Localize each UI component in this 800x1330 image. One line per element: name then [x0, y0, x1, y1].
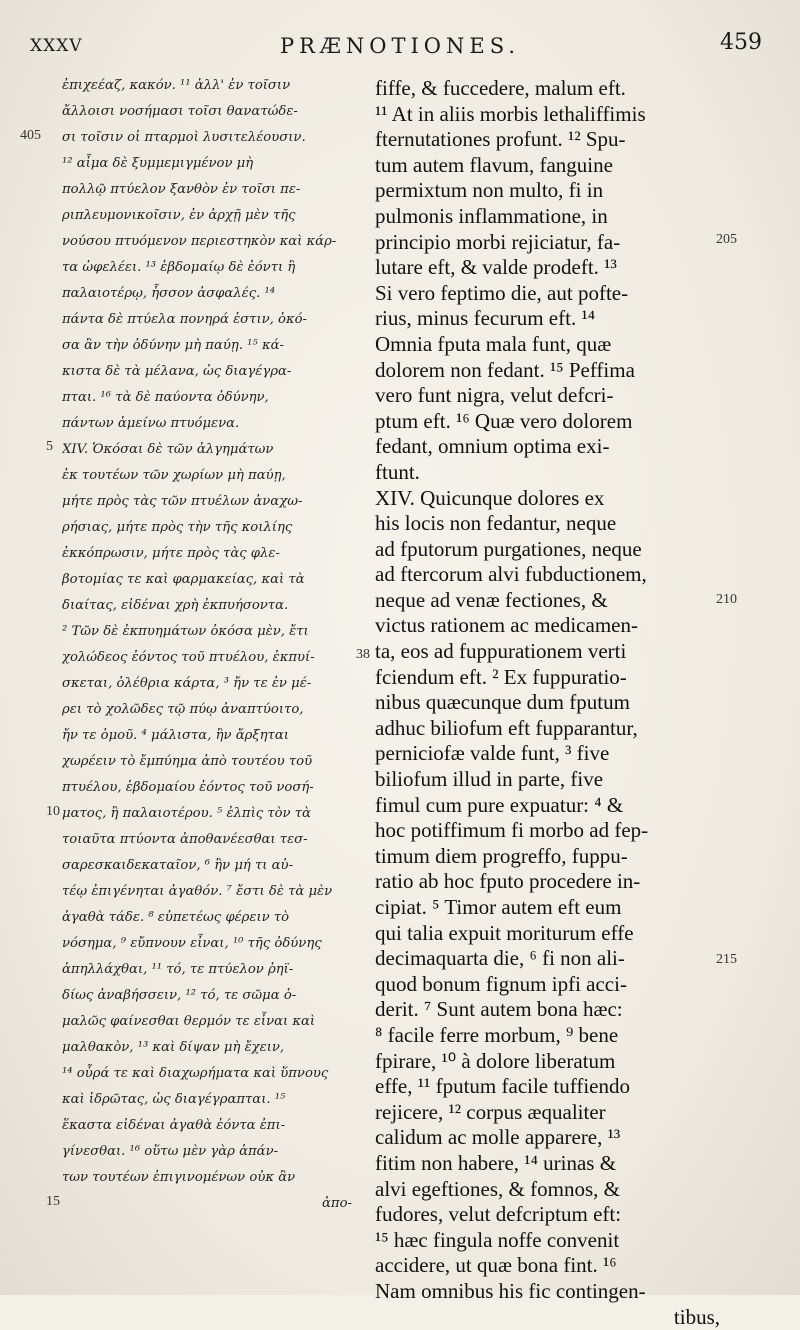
greek-text-line: κιστα δὲ τὰ μέλανα, ὡς διαγέγρα- — [62, 359, 372, 385]
running-title: PRÆNOTIONES. — [30, 34, 770, 58]
greek-text-line: πται. ¹⁶ τὰ δὲ παύοντα ὀδύνην, — [62, 385, 372, 411]
latin-text-line: ratio ab hoc fputo procedere in- — [375, 869, 720, 895]
greek-text-line: σκεται, ὀλέθρια κάρτα, ³ ἤν τε ἐν μέ- — [62, 671, 372, 697]
greek-text-line: καὶ ἱδρῶτας, ὡς διαγέγραπται. ¹⁵ — [62, 1087, 372, 1113]
greek-text-line: ἐπιχεέαζ, κακόν. ¹¹ ἀλλ' ἐν τοῖσιν — [62, 73, 372, 99]
greek-text-line: χολώδεος ἐόντος τοῦ πτυέλου, ἐκπυί- — [62, 645, 372, 671]
margin-line-number-5: 5 — [46, 439, 53, 455]
greek-text-line: πάντων ἀμείνω πτυόμενα. — [62, 411, 372, 437]
margin-line-number-405: 405 — [20, 128, 41, 144]
greek-text-line: ἤν τε ὁμοῦ. ⁴ μάλιστα, ἢν ἄρξηται — [62, 723, 372, 749]
latin-text-line: effe, ¹¹ fputum facile tuffiendo — [375, 1074, 720, 1100]
latin-text-line: perniciofæ valde funt, ³ five — [375, 741, 720, 767]
latin-text-line: fudores, velut defcriptum eft: — [375, 1202, 720, 1228]
greek-text-line: ριπλευμονικοῖσιν, ἐν ἀρχῇ μὲν τῆς — [62, 203, 372, 229]
margin-line-number-210: 210 — [716, 592, 737, 608]
greek-text-line: ρει τὸ χολῶδες τῷ πύῳ ἀναπτύοιτο, — [62, 697, 372, 723]
margin-line-number-15: 15 — [46, 1194, 60, 1210]
latin-text-line: quod bonum fignum ipfi acci- — [375, 972, 720, 998]
section-numeral: XXXV — [30, 36, 83, 56]
margin-line-number-38: 38 — [356, 647, 370, 663]
latin-text-line: nibus quæcunque dum fputum — [375, 690, 720, 716]
greek-text-line: ἄλλοισι νοσήμασι τοῖσι θανατώδε- — [62, 99, 372, 125]
greek-text-line: πάντα δὲ πτύελα πονηρά ἐστιν, ὁκό- — [62, 307, 372, 333]
greek-text-line: XIV. Ὁκόσαι δὲ τῶν ἀλγημάτων — [62, 437, 372, 463]
margin-line-number-10: 10 — [46, 804, 60, 820]
latin-text-line: Nam omnibus his fic contingen- — [375, 1279, 720, 1305]
latin-text-line: permixtum non multo, fi in — [375, 178, 720, 204]
latin-text-line: Omnia fputa mala funt, quæ — [375, 332, 720, 358]
greek-text-line: τέῳ ἐπιγένηται ἀγαθόν. ⁷ ἔστι δὲ τὰ μὲν — [62, 879, 372, 905]
latin-text-line: fimul cum pure expuatur: ⁴ & — [375, 793, 720, 819]
greek-text-line: μήτε πρὸς τὰς τῶν πτυέλων ἀναχω- — [62, 489, 372, 515]
latin-text-line: vero funt nigra, velut defcri- — [375, 383, 720, 409]
latin-text-line: neque ad venæ fectiones, & — [375, 588, 720, 614]
latin-text-line: calidum ac molle apparere, ¹³ — [375, 1125, 720, 1151]
latin-text-line: ptum eft. ¹⁶ Quæ vero dolorem — [375, 409, 720, 435]
latin-text-line: ta, eos ad fuppurationem verti — [375, 639, 720, 665]
greek-text-line: σι τοῖσιν οἱ πταρμοὶ λυσιτελέουσιν. — [62, 125, 372, 151]
latin-text-line: tibus, — [375, 1305, 720, 1330]
latin-text-line: ¹¹ At in aliis morbis lethaliffimis — [375, 102, 720, 128]
greek-text-line: μαλῶς φαίνεσθαι θερμόν τε εἶναι καὶ — [62, 1009, 372, 1035]
latin-text-line: fpirare, ¹⁰ à dolore liberatum — [375, 1049, 720, 1075]
margin-line-number-215: 215 — [716, 952, 737, 968]
latin-text-line: ¹⁵ hæc fingula noffe convenit — [375, 1228, 720, 1254]
latin-text-line: ad ftercorum alvi fubductionem, — [375, 562, 720, 588]
greek-text-line: των τουτέων ἐπιγινομένων οὐκ ἂν — [62, 1165, 372, 1191]
latin-text-line: timum diem progreffo, fuppu- — [375, 844, 720, 870]
greek-text-line: σα ἂν τὴν ὀδύνην μὴ παύῃ. ¹⁵ κά- — [62, 333, 372, 359]
greek-text-line: τοιαῦτα πτύοντα ἀποθανέεσθαι τεσ- — [62, 827, 372, 853]
latin-text-line: fternutationes profunt. ¹² Spu- — [375, 127, 720, 153]
latin-text-line: tum autem flavum, fanguine — [375, 153, 720, 179]
latin-text-line: hoc potiffimum fi morbo ad fep- — [375, 818, 720, 844]
latin-text-line: alvi egeftiones, & fomnos, & — [375, 1177, 720, 1203]
latin-text-line: lutare eft, & valde prodeft. ¹³ — [375, 255, 720, 281]
greek-text-line: ἀγαθὰ τάδε. ⁸ εὐπετέως φέρειν τὸ — [62, 905, 372, 931]
latin-text-line: fiffe, & fuccedere, malum eft. — [375, 76, 720, 102]
greek-text-line: σαρεσκαιδεκαταῖον, ⁶ ἢν μή τι αὐ- — [62, 853, 372, 879]
latin-text-line: ⁸ facile ferre morbum, ⁹ bene — [375, 1023, 720, 1049]
latin-text-line: ad fputorum purgationes, neque — [375, 537, 720, 563]
greek-text-line: γίνεσθαι. ¹⁶ οὕτω μὲν γὰρ ἁπάν- — [62, 1139, 372, 1165]
greek-text-line: ¹⁴ οὖρά τε καὶ διαχωρήματα καὶ ὕπνους — [62, 1061, 372, 1087]
greek-text-line: μαλθακὸν, ¹³ καὶ δίψαν μὴ ἔχειν, — [62, 1035, 372, 1061]
latin-text-line: Si vero feptimo die, aut pofte- — [375, 281, 720, 307]
greek-text-line: ρήσιας, μήτε πρὸς τὴν τῆς κοιλίης — [62, 515, 372, 541]
latin-text-line: rius, minus fecurum eft. ¹⁴ — [375, 306, 720, 332]
greek-text-line: ἀπο- — [62, 1191, 372, 1217]
latin-text-line: dolorem non fedant. ¹⁵ Peffima — [375, 358, 720, 384]
greek-text-line: παλαιοτέρῳ, ἧσσον ἀσφαλές. ¹⁴ — [62, 281, 372, 307]
greek-text-line: νούσου πτυόμενον περιεστηκὸν καὶ κάρ- — [62, 229, 372, 255]
latin-text-line: biliofum illud in parte, five — [375, 767, 720, 793]
greek-text-line: ¹² αἷμα δὲ ξυμμεμιγμένον μὴ — [62, 151, 372, 177]
greek-text-line: βοτομίας τε καὶ φαρμακείας, καὶ τὰ — [62, 567, 372, 593]
page-number: 459 — [720, 30, 762, 55]
latin-text-line: cipiat. ⁵ Timor autem eft eum — [375, 895, 720, 921]
greek-text-line: ἐκκόπρωσιν, μήτε πρὸς τὰς φλε- — [62, 541, 372, 567]
greek-text-line: ² Τῶν δὲ ἐκπυημάτων ὁκόσα μὲν, ἔτι — [62, 619, 372, 645]
latin-text-line: victus rationem ac medicamen- — [375, 613, 720, 639]
latin-text-line: rejicere, ¹² corpus æqualiter — [375, 1100, 720, 1126]
greek-text-line: χωρέειν τὸ ἔμπύημα ἀπὸ τουτέου τοῦ — [62, 749, 372, 775]
greek-text-column — [62, 73, 372, 1217]
greek-text-line: ἀπηλλάχθαι, ¹¹ τό, τε πτύελον ῥηϊ- — [62, 957, 372, 983]
latin-text-line: adhuc biliofum eft fupparantur, — [375, 716, 720, 742]
greek-text-line: ἐκ τουτέων τῶν χωρίων μὴ παύῃ, — [62, 463, 372, 489]
margin-line-number-205: 205 — [716, 232, 737, 248]
greek-text-line: ἕκαστα εἰδέναι ἀγαθὰ ἐόντα ἐπι- — [62, 1113, 372, 1139]
latin-text-line: decimaquarta die, ⁶ fi non ali- — [375, 946, 720, 972]
latin-text-line: principio morbi rejiciatur, fa- — [375, 230, 720, 256]
latin-text-line: fciendum eft. ² Ex fuppuratio- — [375, 665, 720, 691]
latin-text-line: XIV. Quicunque dolores ex — [375, 486, 720, 512]
latin-text-line: ftunt. — [375, 460, 720, 486]
greek-text-line: δίως ἀναβήσσειν, ¹² τό, τε σῶμα ὁ- — [62, 983, 372, 1009]
latin-text-line: fitim non habere, ¹⁴ urinas & — [375, 1151, 720, 1177]
latin-text-line: his locis non fedantur, neque — [375, 511, 720, 537]
greek-text-line: νόσημα, ⁹ εὔπνουν εἶναι, ¹⁰ τῆς ὀδύνης — [62, 931, 372, 957]
latin-text-line: accidere, ut quæ bona fint. ¹⁶ — [375, 1253, 720, 1279]
page-header — [30, 30, 770, 70]
greek-text-line: πτυέλου, ἑβδομαίου ἐόντος τοῦ νοσή- — [62, 775, 372, 801]
latin-text-line: derit. ⁷ Sunt autem bona hæc: — [375, 997, 720, 1023]
greek-text-line: τα ὠφελέει. ¹³ ἑβδομαίῳ δὲ ἐόντι ἢ — [62, 255, 372, 281]
greek-text-line: πολλῷ πτύελον ξανθὸν ἐν τοῖσι πε- — [62, 177, 372, 203]
greek-text-line: διαίτας, εἰδέναι χρὴ ἐκπυήσοντα. — [62, 593, 372, 619]
latin-text-column — [375, 76, 720, 1330]
latin-text-line: qui talia expuit moriturum effe — [375, 921, 720, 947]
latin-text-line: pulmonis inflammatione, in — [375, 204, 720, 230]
latin-text-line: fedant, omnium optima exi- — [375, 434, 720, 460]
greek-text-line: ματος, ἢ παλαιοτέρου. ⁵ ἐλπὶς τὸν τὰ — [62, 801, 372, 827]
